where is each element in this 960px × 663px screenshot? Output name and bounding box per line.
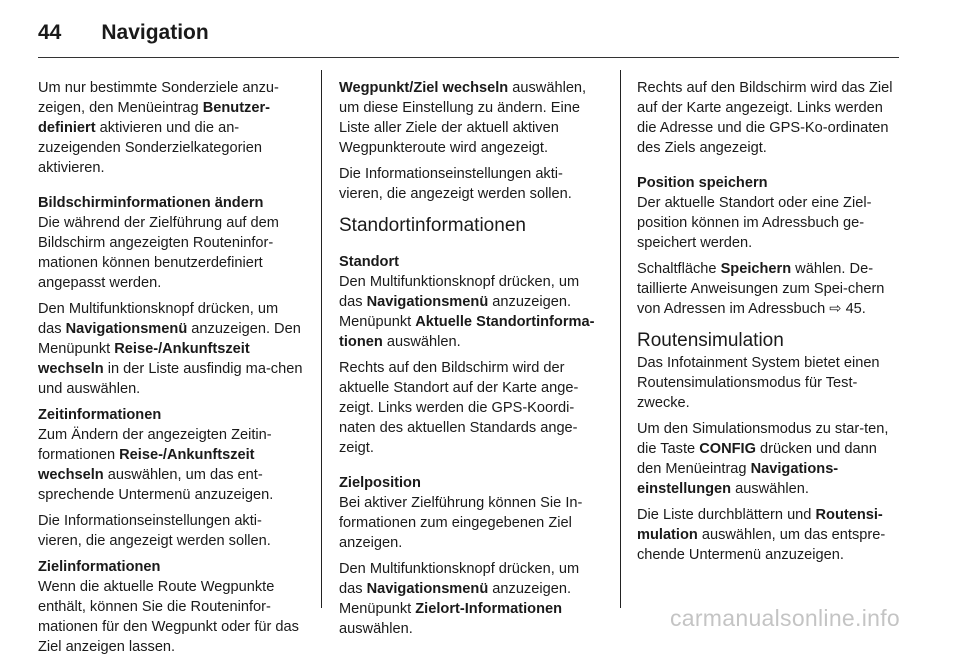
subheading: Zielposition <box>339 475 421 491</box>
paragraph: Schaltfläche Speichern wählen. De-taillierte Anweisungen zum Spei-chern von Adressen im Adressbuch ⇨ 45. <box>637 261 885 317</box>
column-divider <box>620 70 621 608</box>
subheading: Zielinformationen <box>38 559 161 575</box>
page-number: 44 <box>38 21 62 44</box>
paragraph: Die Informationseinstellungen akti-vieren, die angezeigt werden sollen. <box>38 513 271 549</box>
chapter-title: Navigation <box>101 21 209 44</box>
paragraph: Bei aktiver Zielführung können Sie In-formationen zum eingegebenen Ziel anzeigen. <box>339 495 583 551</box>
subheading: Bildschirminformationen ändern <box>38 195 264 211</box>
paragraph: Die Informationseinstellungen akti-vieren, die angezeigt werden sollen. <box>339 166 572 202</box>
text-column-1 <box>38 78 303 663</box>
header-rule <box>38 57 899 58</box>
page-reference-arrow-icon: ⇨ <box>829 301 842 317</box>
page-reference[interactable]: 45. <box>845 301 866 317</box>
paragraph: Den Multifunktionsknopf drücken, um das Navigationsmenü anzuzeigen. Menüpunkt Zielort-Informationen auswählen. <box>339 561 580 637</box>
paragraph: Den Multifunktionsknopf drücken, um das Navigationsmenü anzuzeigen. Den Menüpunkt Reise-/Ankunftszeit wechseln in der Liste ausfindig ma-chen und auswählen. <box>38 301 303 397</box>
text-column-3 <box>637 78 902 571</box>
paragraph: Wenn die aktuelle Route Wegpunkte enthält, können Sie die Routeninfor-mationen für den Wegpunkt oder für das Ziel anzeigen lassen. <box>38 579 299 655</box>
section-heading: Standortinformationen <box>339 215 526 236</box>
subheading: Standort <box>339 254 399 270</box>
paragraph: Rechts auf den Bildschirm wird der aktuelle Standort auf der Karte ange-zeigt. Links werden die GPS-Koordi-naten des aktuellen Standards ange-zeigt. <box>339 360 579 456</box>
watermark: carmanualsonline.info <box>669 605 900 631</box>
paragraph: Das Infotainment System bietet einen Routensimulationsmodus für Test-zwecke. <box>637 355 880 411</box>
paragraph: Um den Simulationsmodus zu star-ten, die Taste CONFIG drücken und dann den Menüeintrag Navigations-einstellungen auswählen. <box>637 421 889 497</box>
paragraph: Um nur bestimmte Sonderziele anzu-zeigen, den Menüeintrag Benutzer-definiert aktivieren und die an-zuzeigenden Sonderzielkategorien aktivieren. <box>38 80 279 176</box>
paragraph: Die Liste durchblättern und Routensi-mulation auswählen, um das entspre-chende Untermenü anzuzeigen. <box>637 507 886 563</box>
section-heading: Routensimulation <box>637 330 784 351</box>
subheading: Zeitinformationen <box>38 407 162 423</box>
column-divider <box>321 70 322 608</box>
paragraph: Die während der Zielführung auf dem Bildschirm angezeigten Routeninfor-mationen können benutzerdefiniert angepasst werden. <box>38 215 279 291</box>
paragraph: Den Multifunktionsknopf drücken, um das Navigationsmenü anzuzeigen. Menüpunkt Aktuelle Standortinforma-tionen auswählen. <box>339 274 595 350</box>
subheading: Position speichern <box>637 175 768 191</box>
paragraph: Wegpunkt/Ziel wechseln auswählen, um diese Einstellung zu ändern. Eine Liste aller Ziele der aktuell aktiven Wegpunkteroute wird angezeigt. <box>339 80 587 156</box>
paragraph: Zum Ändern der angezeigten Zeitin-formationen Reise-/Ankunftszeit wechseln auswählen, um das ent-sprechende Untermenü anzuzeigen. <box>38 427 274 503</box>
paragraph: Rechts auf den Bildschirm wird das Ziel auf der Karte angezeigt. Links werden die Adresse und die GPS-Ko-ordinaten des Ziels angezeigt. <box>637 80 893 156</box>
paragraph: Der aktuelle Standort oder eine Ziel-position können im Adressbuch ge-speichert werden. <box>637 195 872 251</box>
page-header <box>38 18 209 48</box>
text-column-2 <box>339 78 604 645</box>
